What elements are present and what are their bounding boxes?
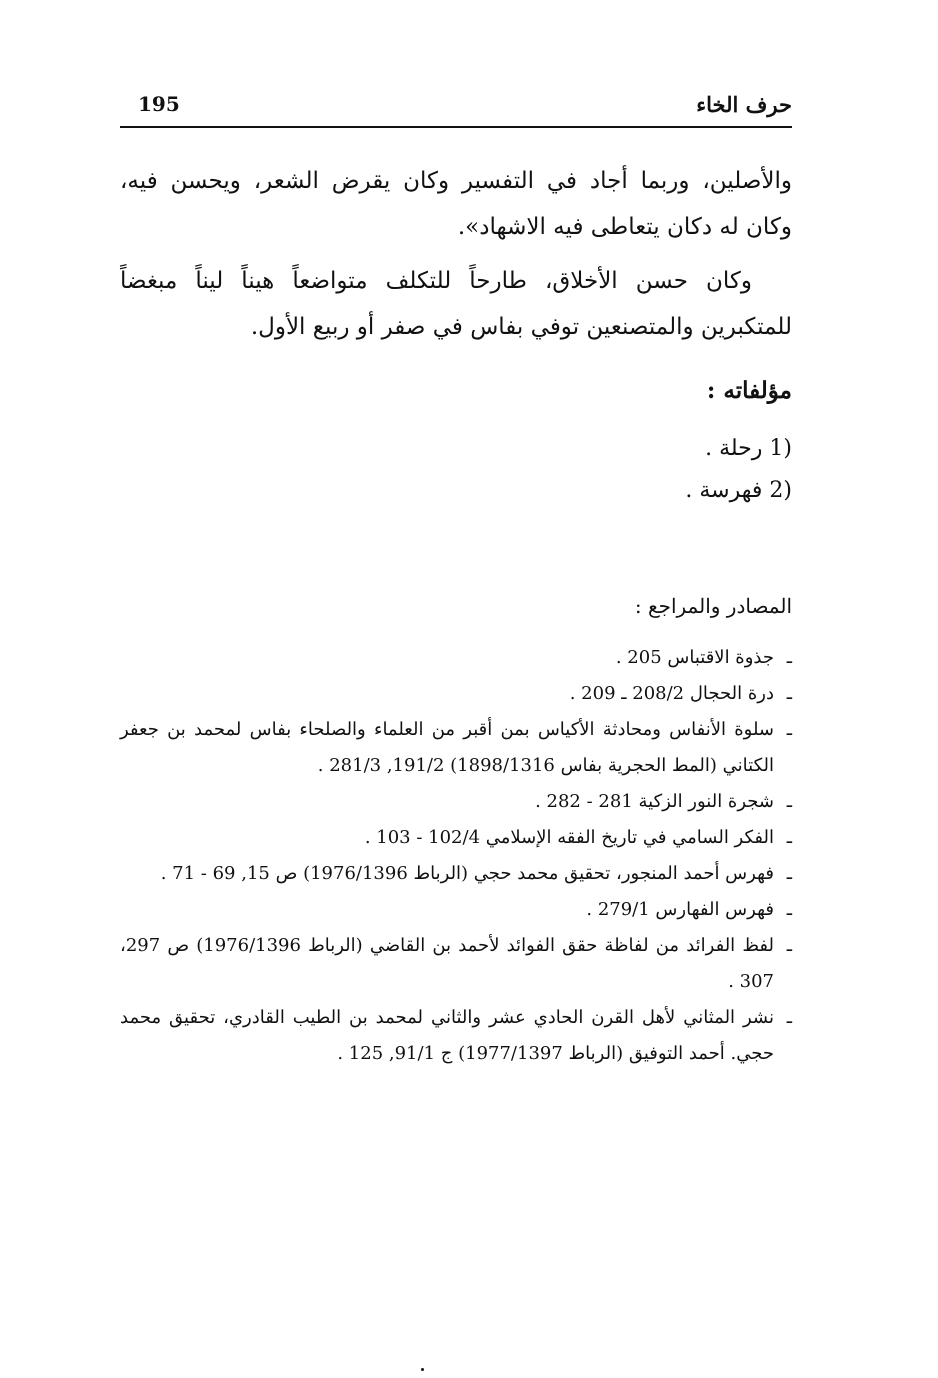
list-item xyxy=(120,470,792,512)
item-number: 2) xyxy=(769,478,792,503)
source-text: الفكر السامي في تاريخ الفقه الإسلامي 102/4 - 103 . xyxy=(364,827,774,848)
page-number: 195 xyxy=(138,92,180,116)
source-text: فهرس أحمد المنجور، تحقيق محمد حجي (الرباط 1976/1396) ص 15, 69 - 71 . xyxy=(160,863,774,884)
running-head: حرف الخاء xyxy=(696,92,792,117)
source-item: ـ نشر المثاني لأهل القرن الحادي عشر والثاني لمحمد بن الطيب القادري، تحقيق محمد حجي. أحمد التوفيق (الرباط 1977/1397) ج 91/1, 125 . xyxy=(120,1007,792,1064)
source-text: شجرة النور الزكية 281 - 282 . xyxy=(535,791,774,812)
header-rule xyxy=(120,126,792,128)
body-paragraph-1: والأصلين، وربما أجاد في التفسير وكان يقرض الشعر، ويحسن فيه، وكان له دكان يتعاطى فيه الاشهاد». xyxy=(120,168,792,240)
item-number: 1) xyxy=(769,436,792,461)
source-item: ـ الفكر السامي في تاريخ الفقه الإسلامي 102/4 - 103 . xyxy=(364,827,792,848)
works-heading: مؤلفاته : xyxy=(706,377,792,404)
source-item: ـ شجرة النور الزكية 281 - 282 . xyxy=(535,791,792,812)
source-item: ـ فهرس أحمد المنجور، تحقيق محمد حجي (الرباط 1976/1396) ص 15, 69 - 71 . xyxy=(160,863,792,884)
item-text: رحلة . xyxy=(705,436,763,461)
source-text: سلوة الأنفاس ومحادثة الأكياس بمن أقبر من العلماء والصلحاء بفاس لمحمد بن جعفر الكتاني (المط الحجرية بفاس 1898/1316) 191/2, 281/3 . xyxy=(120,719,774,776)
body-paragraph-2: وكان حسن الأخلاق، طارحاً للتكلف متواضعاً هيناً ليناً مبغضاً للمتكبرين والمتصنعين توفي بفاس في صفر أو ربيع الأول. xyxy=(120,268,792,340)
item-text: فهرسة . xyxy=(685,478,763,503)
source-text: جذوة الاقتباس 205 . xyxy=(615,647,774,668)
sources-list xyxy=(120,640,792,1072)
page-header xyxy=(120,88,792,122)
source-item: ـ جذوة الاقتباس 205 . xyxy=(615,647,792,668)
source-text: درة الحجال 208/2 ـ 209 . xyxy=(569,683,774,704)
list-item xyxy=(120,428,792,470)
source-text: نشر المثاني لأهل القرن الحادي عشر والثاني لمحمد بن الطيب القادري، تحقيق محمد حجي. أحمد التوفيق (الرباط 1977/1397) ج 91/1, 125 . xyxy=(120,1007,774,1064)
works-list xyxy=(120,428,792,512)
source-text: لفظ الفرائد من لفاظة حقق الفوائد لأحمد بن القاضي (الرباط 1976/1396) ص 297، 307 . xyxy=(120,935,774,992)
source-text: فهرس الفهارس 279/1 . xyxy=(586,899,774,920)
source-item: ـ درة الحجال 208/2 ـ 209 . xyxy=(569,683,792,704)
source-item: ـ لفظ الفرائد من لفاظة حقق الفوائد لأحمد بن القاضي (الرباط 1976/1396) ص 297، 307 . xyxy=(120,935,792,992)
sources-heading: المصادر والمراجع : xyxy=(634,594,792,618)
source-item: ـ سلوة الأنفاس ومحادثة الأكياس بمن أقبر من العلماء والصلحاء بفاس لمحمد بن جعفر الكتاني (المط الحجرية بفاس 1898/1316) 191/2, 281/3 . xyxy=(120,719,792,776)
source-item: ـ فهرس الفهارس 279/1 . xyxy=(586,899,792,920)
page-speck xyxy=(421,1368,424,1371)
